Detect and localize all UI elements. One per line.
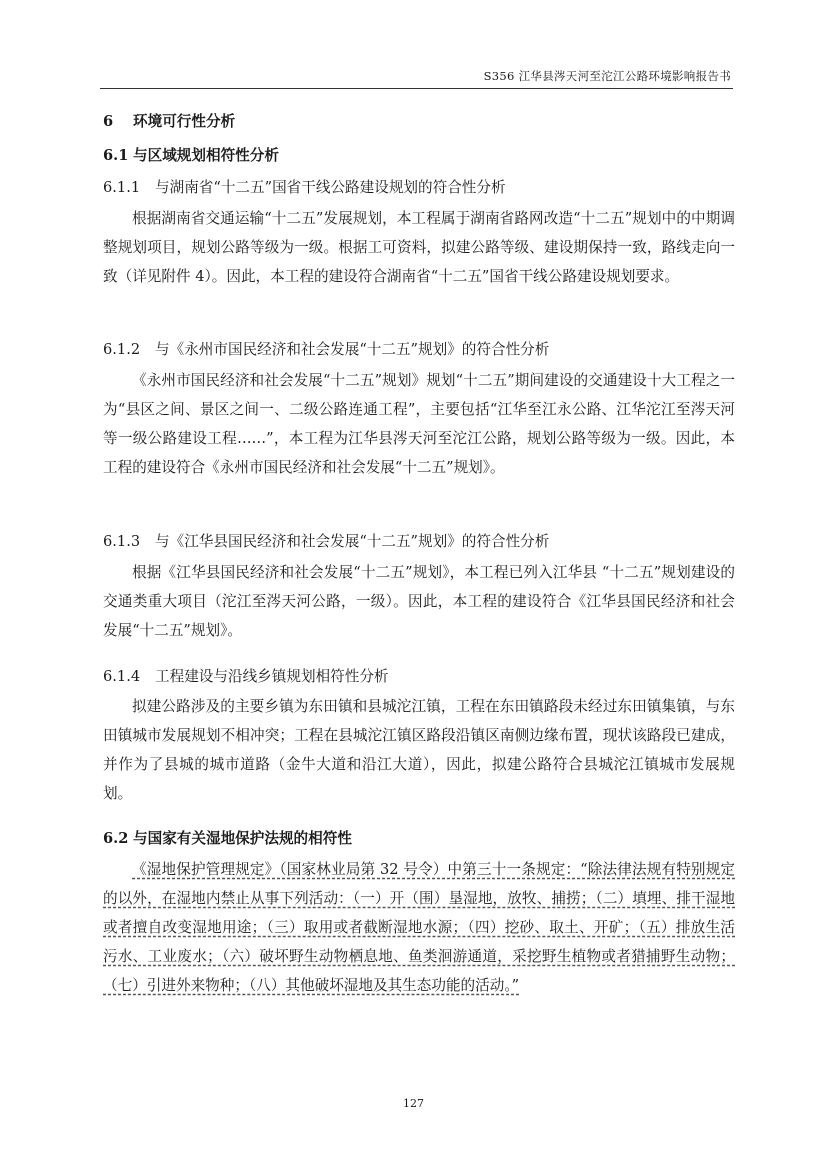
paragraph-6-1-2: 《永州市国民经济和社会发展“十二五”规划》规划“十二五”期间建设的交通建设十大工程之一为“县区之间、景区之间一、二级公路连通工程”，主要包括“江华至江永公路、江华沱江至涔天河等一级公路建设工程……”，本工程为江华县涔天河至沱江公路，规划公路等级为一级。因此，本工程的建设符合《永州市国民经济和社会发展“十二五”规划》。 [103, 372, 735, 476]
heading-number: 6.1.1 [103, 179, 141, 196]
heading-number: 6 [103, 113, 114, 130]
paragraph-6-1-3: 根据《江华县国民经济和社会发展“十二五”规划》，本工程已列入江华县 “十二五”规划建设的交通类重大项目（沱江至涔天河公路，一级）。因此，本工程的建设符合《江华县国民经济和社会发展“十二五”规划》。 [103, 564, 735, 639]
heading-6-1 [103, 144, 279, 165]
heading-number: 6.1.4 [103, 668, 141, 685]
heading-number: 6.1 [103, 147, 129, 164]
document-title: S356 江华县涔天河至沱江公路环境影响报告书 [483, 69, 731, 83]
heading-6-1-2 [103, 338, 549, 359]
heading-6-1-3 [103, 530, 549, 551]
page-header [100, 66, 733, 89]
paragraph-6-1-1: 根据湖南省交通运输“十二五”发展规划，本工程属于湖南省路网改造“十二五”规划中的中期调整规划项目，规划公路等级为一级。根据工可资料，拟建公路等级、建设期保持一致，路线走向一致（详见附件 4）。因此，本工程的建设符合湖南省“十二五”国省干线公路建设规划要求。 [103, 210, 735, 285]
paragraph-6-1-4: 拟建公路涉及的主要乡镇为东田镇和县城沱江镇，工程在东田镇路段未经过东田镇集镇，与东田镇城市发展规划不相冲突；工程在县城沱江镇区路段沿镇区南侧边缘布置，现状该路段已建成，并作为了县城的城市道路（金牛大道和沿江大道），因此，拟建公路符合县城沱江镇城市发展规划。 [103, 698, 735, 802]
heading-title: 与区域规划相符性分析 [133, 147, 279, 164]
heading-title: 与《永州市国民经济和社会发展“十二五”规划》的符合性分析 [155, 341, 550, 358]
heading-number: 6.1.3 [103, 533, 141, 550]
page-number: 127 [403, 1097, 424, 1110]
paragraph-6-2-quote: 《湿地保护管理规定》（国家林业局第 32 号令）中第三十一条规定：“除法律法规有特别规定的以外，在湿地内禁止从事下列活动：（一）开（围）垦湿地，放牧、捕捞；（二）填埋、排干湿地或者擅自改变湿地用途；（三）取用或者截断湿地水源；（四）挖砂、取土、开矿；（五）排放生活污水、工业废水；（六）破坏野生动物栖息地、鱼类洄游通道，采挖野生植物或者猎捕野生动物；（七）引进外来物种；（八）其他破坏湿地及其生态功能的活动。” [103, 861, 735, 994]
heading-title: 与《江华县国民经济和社会发展“十二五”规划》的符合性分析 [155, 533, 550, 550]
heading-6-2 [103, 827, 352, 848]
heading-title: 与国家有关湿地保护法规的相符性 [133, 830, 352, 847]
heading-6 [103, 110, 235, 131]
heading-6-1-4 [103, 665, 389, 686]
heading-number: 6.1.2 [103, 341, 141, 358]
heading-number: 6.2 [103, 830, 129, 847]
heading-6-1-1 [103, 176, 506, 197]
heading-title: 工程建设与沿线乡镇规划相符性分析 [155, 668, 389, 685]
heading-title: 与湖南省“十二五”国省干线公路建设规划的符合性分析 [155, 179, 506, 196]
heading-title: 环境可行性分析 [133, 113, 236, 130]
